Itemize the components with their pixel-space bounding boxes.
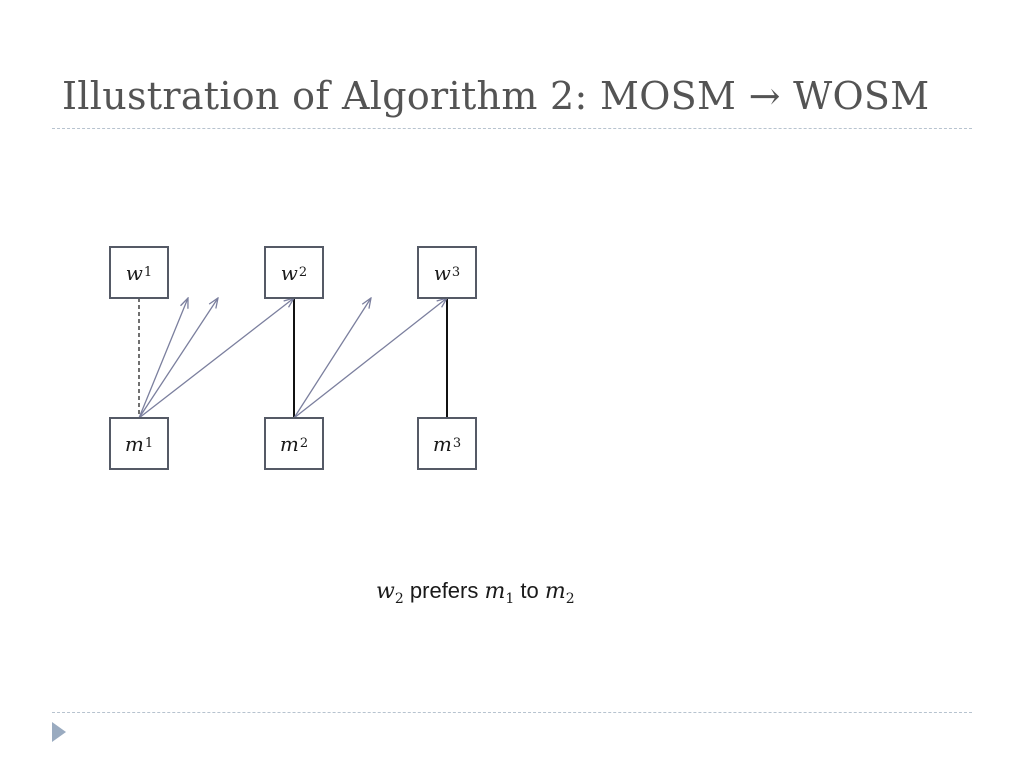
caption-verb: prefers <box>409 578 479 603</box>
caption-first-index: 1 <box>505 591 515 607</box>
caption-subject-index: 2 <box>394 591 404 607</box>
caption-second <box>544 579 575 607</box>
preference-caption <box>376 578 575 607</box>
caption-second-symbol: m <box>544 579 566 604</box>
node-symbol: m <box>124 431 144 456</box>
node-symbol: w <box>433 260 451 285</box>
caption-first-symbol: m <box>484 579 506 604</box>
caption-subject-symbol: w <box>376 579 395 604</box>
node-w1 <box>110 247 168 298</box>
node-index: 2 <box>299 436 309 451</box>
caption-subject <box>376 579 404 607</box>
triangle-right-icon[interactable] <box>52 722 66 742</box>
arrow-m1-w2 <box>139 298 294 418</box>
node-m2 <box>265 418 323 469</box>
node-m1 <box>110 418 168 469</box>
node-symbol: m <box>432 431 452 456</box>
caption-second-index: 2 <box>565 591 575 607</box>
node-w3 <box>418 247 476 298</box>
stub-arrow-m1-a <box>139 298 188 418</box>
page-title: Illustration of Algorithm 2: MOSM → WOSM <box>62 74 930 118</box>
footer-divider <box>52 712 972 713</box>
node-index: 3 <box>451 265 461 280</box>
node-index: 1 <box>143 265 153 280</box>
node-symbol: m <box>279 431 299 456</box>
arrow-m2-w3 <box>294 298 447 418</box>
node-w2 <box>265 247 323 298</box>
node-m3 <box>418 418 476 469</box>
node-symbol: w <box>125 260 143 285</box>
node-symbol: w <box>280 260 298 285</box>
caption-first <box>484 579 515 607</box>
node-index: 1 <box>144 436 154 451</box>
node-index: 2 <box>298 265 308 280</box>
node-index: 3 <box>452 436 462 451</box>
stub-arrow-m2-a <box>294 298 371 418</box>
caption-connector: to <box>520 578 539 603</box>
stub-arrow-m1-b <box>139 298 218 418</box>
